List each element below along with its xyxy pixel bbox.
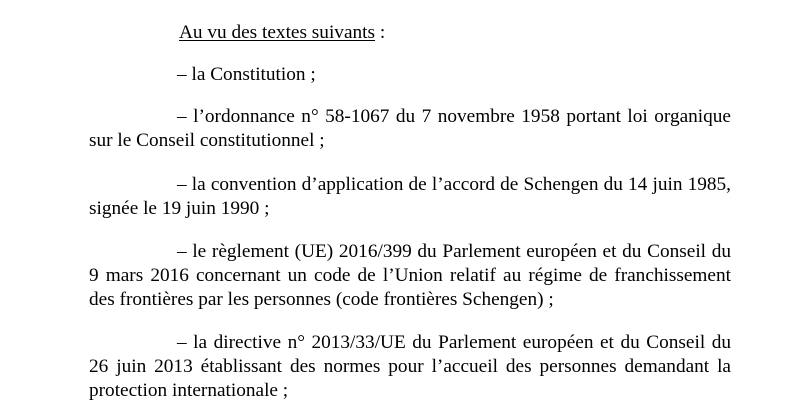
visa-item-reglement-ue: – le règlement (UE) 2016/399 du Parlement européen et du Conseil du 9 mars 2016 concernant un code de l’Union relatif au régime de franchissement des frontières par les personnes (code frontières Schengen) ;	[89, 241, 731, 310]
visa-item-directive: – la directive n° 2013/33/UE du Parlement européen et du Conseil du 26 juin 2013 établissant des normes pour l’accueil des personnes demandant la protection internationale ;	[89, 332, 731, 401]
visa-item-convention-schengen: – la convention d’application de l’accord de Schengen du 14 juin 1985, signée le 19 juin 1990 ;	[89, 174, 731, 219]
visas-heading-text: Au vu des textes suivants	[179, 22, 376, 43]
visa-item-constitution: – la Constitution ;	[177, 64, 316, 85]
visas-heading	[179, 21, 385, 45]
visas-heading-suffix: :	[375, 22, 386, 43]
visa-item-ordonnance: – l’ordonnance n° 58-1067 du 7 novembre 1958 portant loi organique sur le Conseil constitutionnel ;	[89, 106, 731, 151]
